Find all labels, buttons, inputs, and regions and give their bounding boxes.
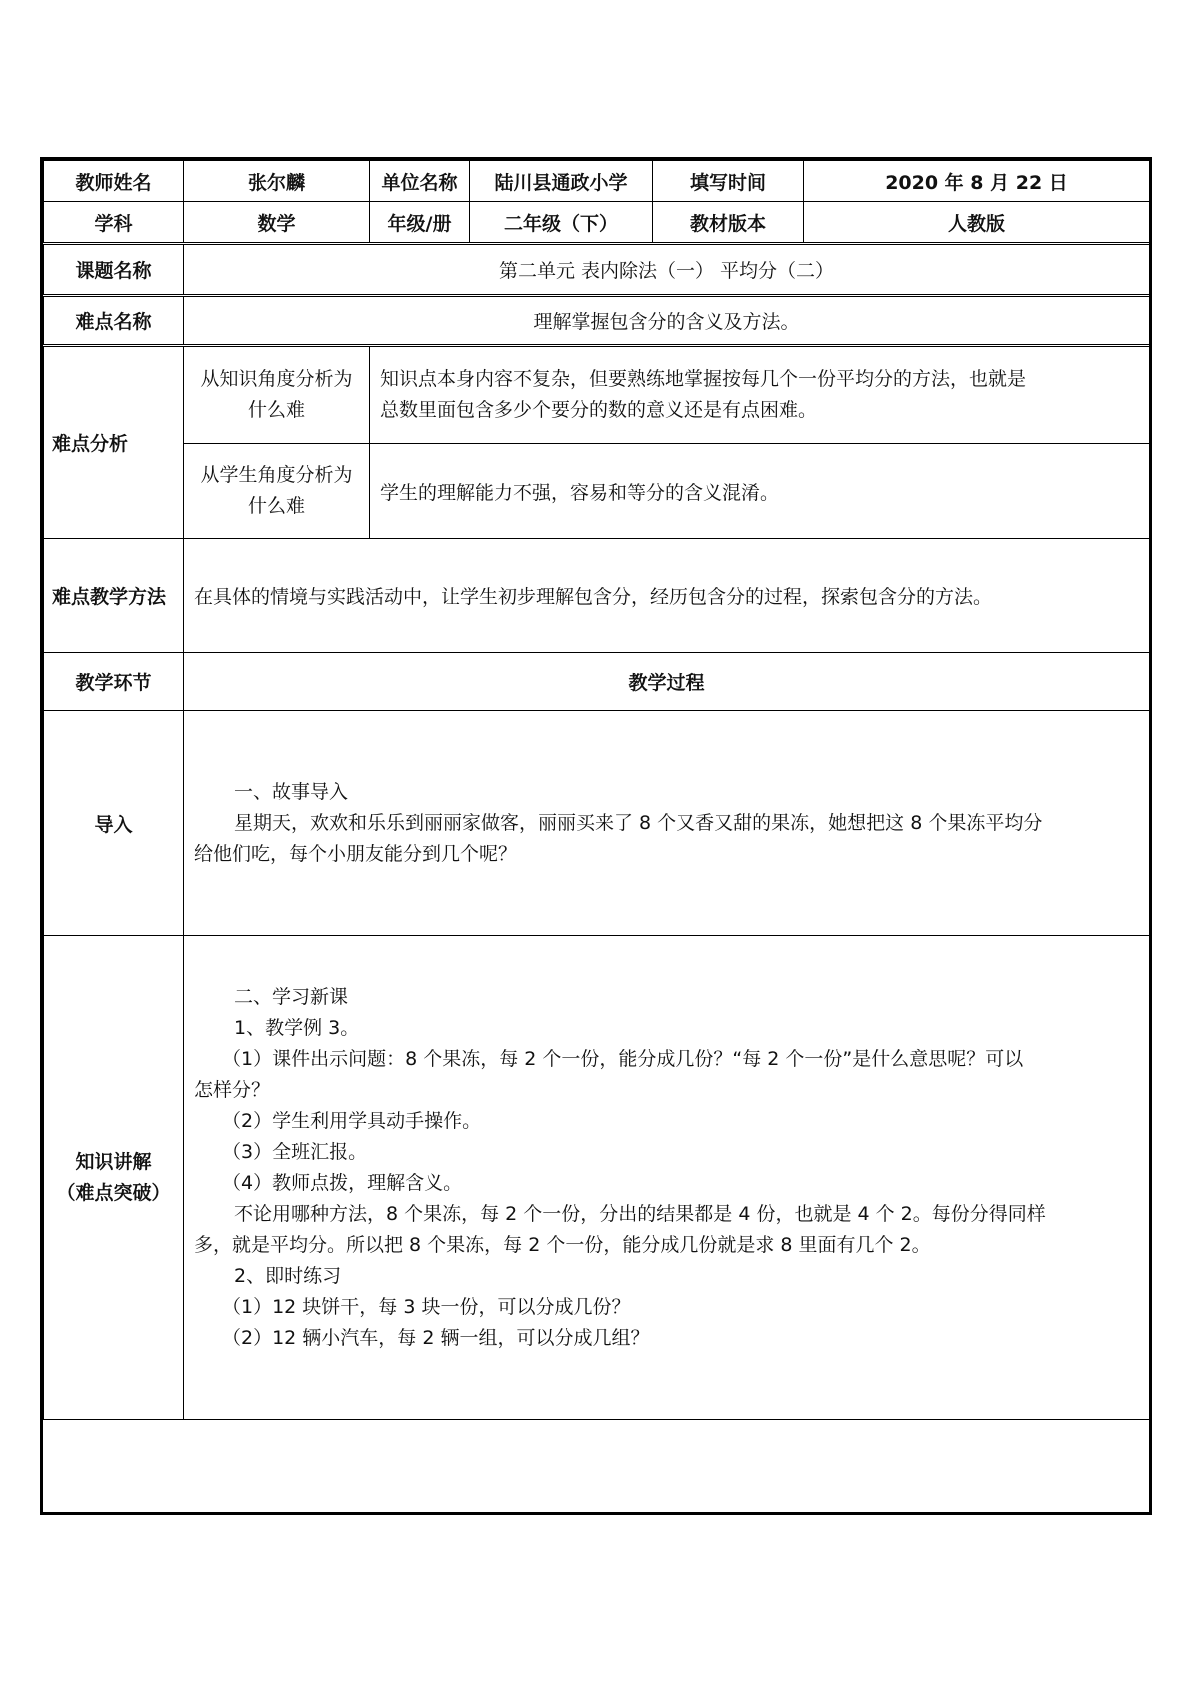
topic-value: 第二单元 表内除法（一） 平均分（二） [184, 244, 1150, 296]
process-stage-label: 教学环节 [44, 653, 184, 711]
method-value: 在具体的情境与实践活动中，让学生初步理解包含分，经历包含分的过程，探索包含分的方法。 [184, 539, 1150, 653]
lesson-line: 不论用哪种方法，8 个果冻，每 2 个一份，分出的结果都是 4 份，也就是 4 个 2。每份分得同样 [234, 1203, 1046, 1225]
lesson-line: （2）12 辆小汽车，每 2 辆一组，可以分成几组？ [222, 1327, 650, 1349]
teacher-label: 教师姓名 [44, 161, 184, 202]
student-angle-value: 学生的理解能力不强，容易和等分的含义混淆。 [370, 444, 1150, 539]
lesson-line: 二、学习新课 [234, 986, 349, 1008]
lesson-line: 1、教学例 3。 [234, 1017, 360, 1039]
intro-label: 导入 [44, 711, 184, 936]
lesson-label-line2: （难点突破） [56, 1181, 171, 1204]
lesson-line: 怎样分？ [194, 1079, 271, 1101]
lesson-content [184, 936, 1150, 1420]
method-label: 难点教学方法 [44, 539, 184, 653]
lesson-line: （4）教师点拨，理解含义。 [222, 1172, 463, 1194]
edition-label: 教材版本 [653, 202, 804, 244]
lesson-line: 多，就是平均分。所以把 8 个果冻，每 2 个一份，能分成几份就是求 8 里面有几个 2。 [194, 1234, 931, 1256]
knowledge-angle-label [184, 346, 370, 444]
knowledge-angle-label-line1: 从知识角度分析为 [200, 368, 353, 390]
knowledge-angle-value-line2: 总数里面包含多少个要分的数的意义还是有点困难。 [380, 399, 818, 421]
grade-label: 年级/册 [370, 202, 470, 244]
knowledge-angle-label-line2: 什么难 [247, 399, 305, 421]
analysis-label: 难点分析 [44, 346, 184, 539]
lesson-plan-table [40, 157, 1152, 1515]
edition-value: 人教版 [804, 202, 1150, 244]
lesson-label-line1: 知识讲解 [75, 1150, 152, 1173]
grade-value: 二年级（下） [470, 202, 653, 244]
process-label: 教学过程 [184, 653, 1150, 711]
intro-line: 星期天，欢欢和乐乐到丽丽家做客，丽丽买来了 8 个又香又甜的果冻，她想把这 8 个果冻平均分 [234, 811, 1043, 834]
topic-label: 课题名称 [44, 244, 184, 296]
intro-content [184, 711, 1150, 936]
knowledge-angle-value-line1: 知识点本身内容不复杂，但要熟练地掌握按每几个一份平均分的方法，也就是 [380, 368, 1027, 390]
teacher-value: 张尔麟 [184, 161, 370, 202]
lesson-line: （1）12 块饼干，每 3 块一份，可以分成几份？ [222, 1296, 631, 1318]
lesson-line: （3）全班汇报。 [222, 1141, 368, 1163]
date-label: 填写时间 [653, 161, 804, 202]
intro-line: 给他们吃，每个小朋友能分到几个呢？ [194, 842, 518, 865]
subject-label: 学科 [44, 202, 184, 244]
difficulty-label: 难点名称 [44, 296, 184, 346]
lesson-line: （1）课件出示问题：8 个果冻，每 2 个一份，能分成几份？“每 2 个一份”是什么意思呢？可以 [222, 1048, 1024, 1070]
difficulty-value: 理解掌握包含分的含义及方法。 [184, 296, 1150, 346]
student-angle-label [184, 444, 370, 539]
lesson-label [44, 936, 184, 1420]
subject-value: 数学 [184, 202, 370, 244]
lesson-line: （2）学生利用学具动手操作。 [222, 1110, 482, 1132]
date-value: 2020 年 8 月 22 日 [804, 161, 1150, 202]
unit-value: 陆川县通政小学 [470, 161, 653, 202]
unit-label: 单位名称 [370, 161, 470, 202]
student-angle-label-line2: 什么难 [247, 495, 305, 517]
lesson-line: 2、即时练习 [234, 1265, 342, 1287]
student-angle-label-line1: 从学生角度分析为 [200, 464, 353, 486]
knowledge-angle-value [370, 346, 1150, 444]
intro-line: 一、故事导入 [234, 780, 349, 803]
